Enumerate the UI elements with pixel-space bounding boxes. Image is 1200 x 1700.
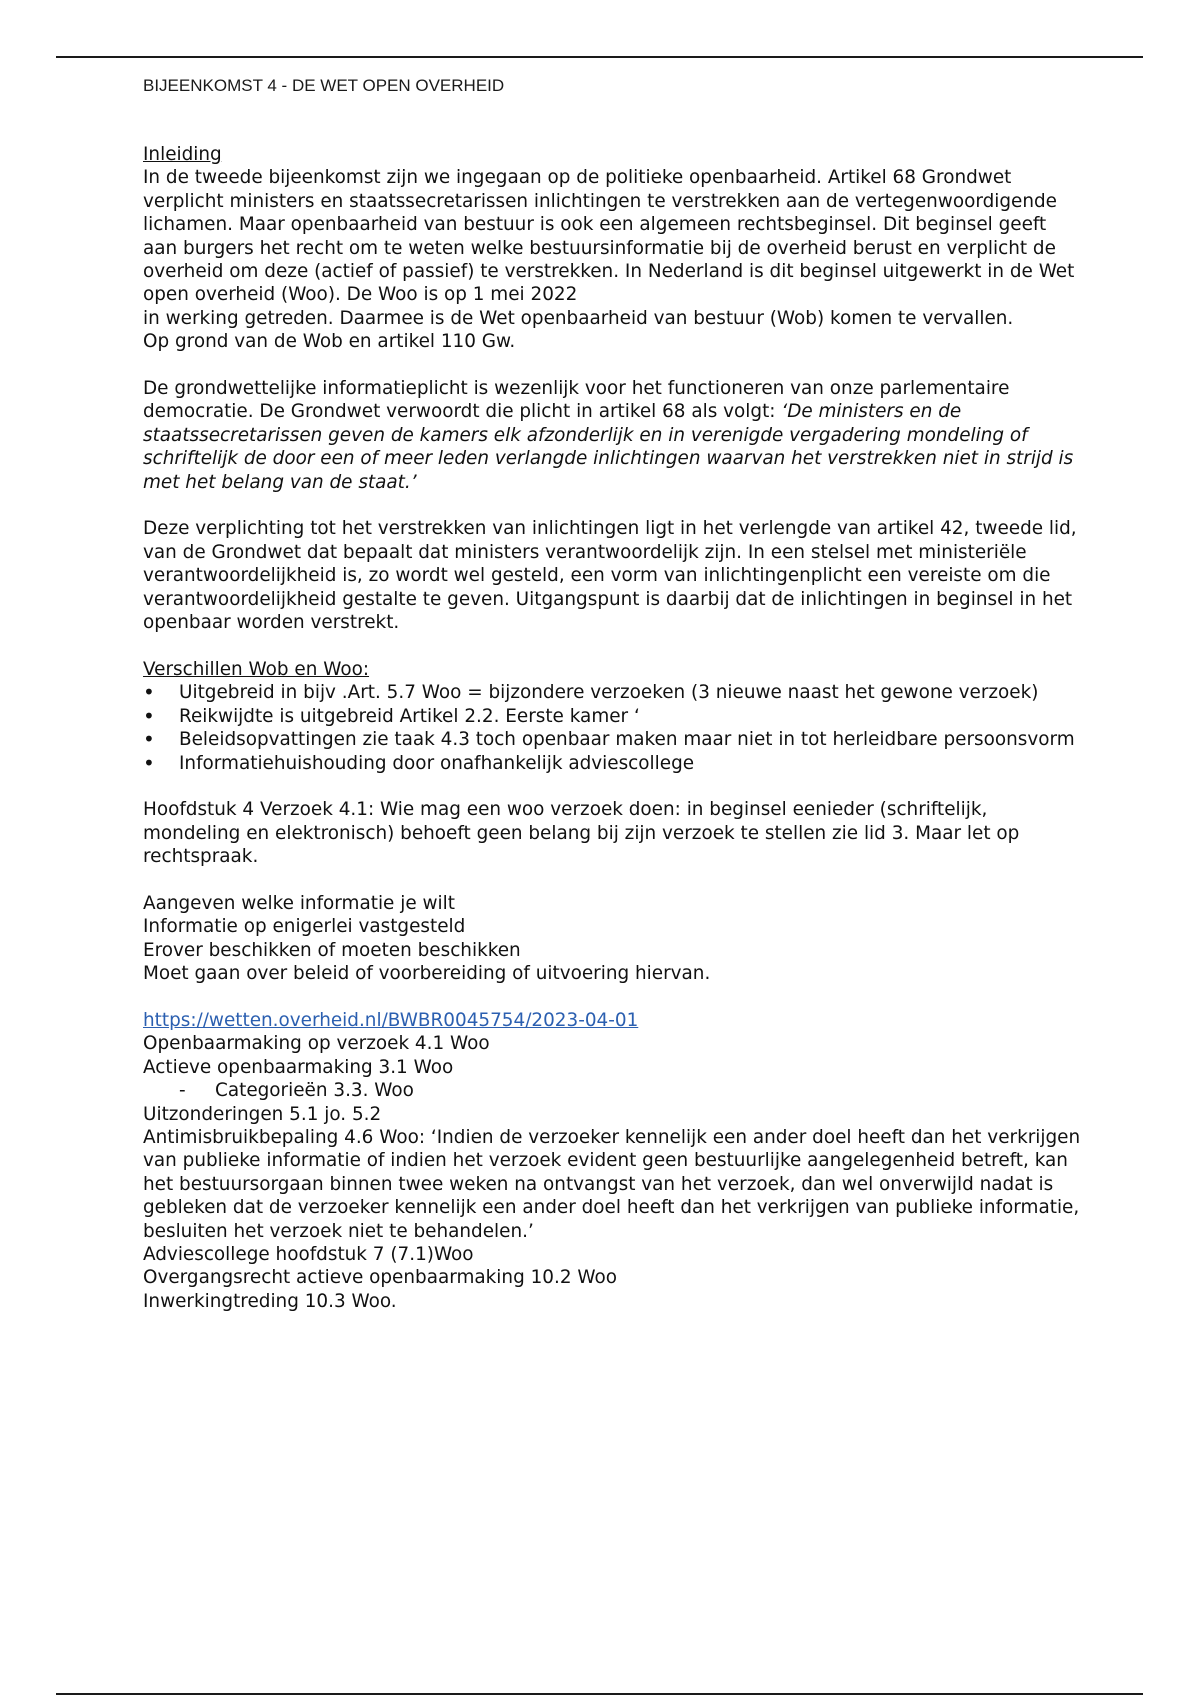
- requirement-line: Moet gaan over beleid of voorbereiding of uitvoering hiervan.: [143, 963, 711, 985]
- informatieplicht-text: democratie. De Grondwet verwoordt die plicht in artikel 68 als volgt:: [143, 401, 782, 423]
- list-item: • Reikwijdte is uitgebreid Artikel 2.2. Eerste kamer ‘: [143, 705, 1083, 728]
- informatieplicht-paragraph: [143, 400, 1083, 494]
- antimisbruik-paragraph: Antimisbruikbepaling 4.6 Woo: ‘Indien de verzoeker kennelijk een ander doel heeft dan het verkrijgen van publieke informatie of indien het verzoek evident geen bestuurlijke aangelegenheid betreft, kan het bestuursorgaan binnen twee weken na ontvangst van het verzoek, dan wel onverwijld nadat is gebleken dat de verzoeker kennelijk een ander doel heeft dan het verkrijgen van publieke informatie, besluiten het verzoek niet te behandelen.’: [143, 1126, 1081, 1242]
- reference-subline: - Categorieën 3.3. Woo: [143, 1079, 1083, 1102]
- wetten-link[interactable]: https://wetten.overheid.nl/BWBR0045754/2023-04-01: [143, 1009, 639, 1031]
- intro-paragraph: In de tweede bijeenkomst zijn we ingegaan op de politieke openbaarheid. Artikel 68 Grondwet verplicht ministers en staatssecretarissen inlichtingen te verstrekken aan de vertegenwoordigende lichamen. Maar openbaarheid van bestuur is ook een algemeen rechtsbeginsel. Dit beginsel geeft aan burgers het recht om te weten welke bestuursinformatie bij de overheid berust en verplicht de overheid om deze (actief of passief) te verstrekken. In Nederland is dit beginsel uitgewerkt in de Wet open overheid (Woo). De Woo is op 1 mei 2022: [143, 167, 1075, 306]
- reference-line: Actieve openbaarmaking 3.1 Woo: [143, 1056, 454, 1078]
- intro-paragraph-cont: in werking getreden. Daarmee is de Wet openbaarheid van bestuur (Wob) komen te vervallen.: [143, 307, 1014, 329]
- article-42-line-4: verantwoordelijkheid gestalte te geven. Uitgangspunt is daarbij dat de inlichtingen in beginsel in het openbaar worden verstrekt.: [143, 588, 1073, 634]
- intro-heading: Inleiding: [143, 144, 222, 165]
- informatieplicht-line-1: De grondwettelijke informatieplicht is wezenlijk voor het functioneren van onze parlementaire: [143, 378, 1010, 400]
- reference-line: Overgangsrecht actieve openbaarmaking 10.2 Woo: [143, 1267, 617, 1289]
- document-body: [143, 143, 1083, 1313]
- bottom-rule: [56, 1693, 1143, 1695]
- intro-paragraph-wob: Op grond van de Wob en artikel 110 Gw.: [143, 331, 516, 353]
- article-42-line-3: verantwoordelijkheid is, zo wordt wel gesteld, een vorm van inlichtingenplicht een vereiste om die: [143, 565, 1051, 587]
- reference-line: Openbaarmaking op verzoek 4.1 Woo: [143, 1033, 490, 1055]
- requirement-line: Informatie op enigerlei vastgesteld: [143, 916, 466, 938]
- chapter-4-paragraph: Hoofdstuk 4 Verzoek 4.1: Wie mag een woo verzoek doen: in beginsel eenieder (schriftelijk, mondeling en elektronisch) behoeft geen belang bij zijn verzoek te stellen zie lid 3. Maar let op rechtspraak.: [143, 799, 1020, 868]
- article-42-line-1: Deze verplichting tot het verstrekken van inlichtingen ligt in het verlengde van artikel 42, tweede lid,: [143, 518, 1077, 540]
- differences-list: [143, 681, 1083, 775]
- article-42-line-2: van de Grondwet dat bepaalt dat ministers verantwoordelijk zijn. In een stelsel met ministeriële: [143, 541, 1027, 563]
- differences-heading: Verschillen Wob en Woo:: [143, 658, 370, 680]
- top-rule: [56, 56, 1143, 58]
- reference-line: Uitzonderingen 5.1 jo. 5.2: [143, 1103, 382, 1125]
- reference-line: Inwerkingtreding 10.3 Woo.: [143, 1290, 397, 1312]
- reference-line: Adviescollege hoofdstuk 7 (7.1)Woo: [143, 1244, 474, 1265]
- article-68-quote: ‘De ministers en de staatssecretarissen geven de kamers elk afzonderlijk en in verenigde vergadering mondeling of schriftelijk de door een of meer leden verlangde inlichtingen waarvan het verstrekken niet in strijd is met het belang van de staat.’: [143, 401, 1074, 493]
- list-item: • Uitgebreid in bijv .Art. 5.7 Woo = bijzondere verzoeken (3 nieuwe naast het gewone verzoek): [143, 681, 1083, 704]
- list-item: • Beleidsopvattingen zie taak 4.3 toch openbaar maken maar niet in tot herleidbare persoonsvorm: [143, 728, 1083, 751]
- list-item: • Informatiehuishouding door onafhankelijk adviescollege: [143, 752, 1083, 775]
- page-header: BIJEENKOMST 4 - DE WET OPEN OVERHEID: [143, 76, 505, 95]
- requirement-line: Erover beschikken of moeten beschikken: [143, 939, 521, 961]
- requirement-line: Aangeven welke informatie je wilt: [143, 892, 455, 914]
